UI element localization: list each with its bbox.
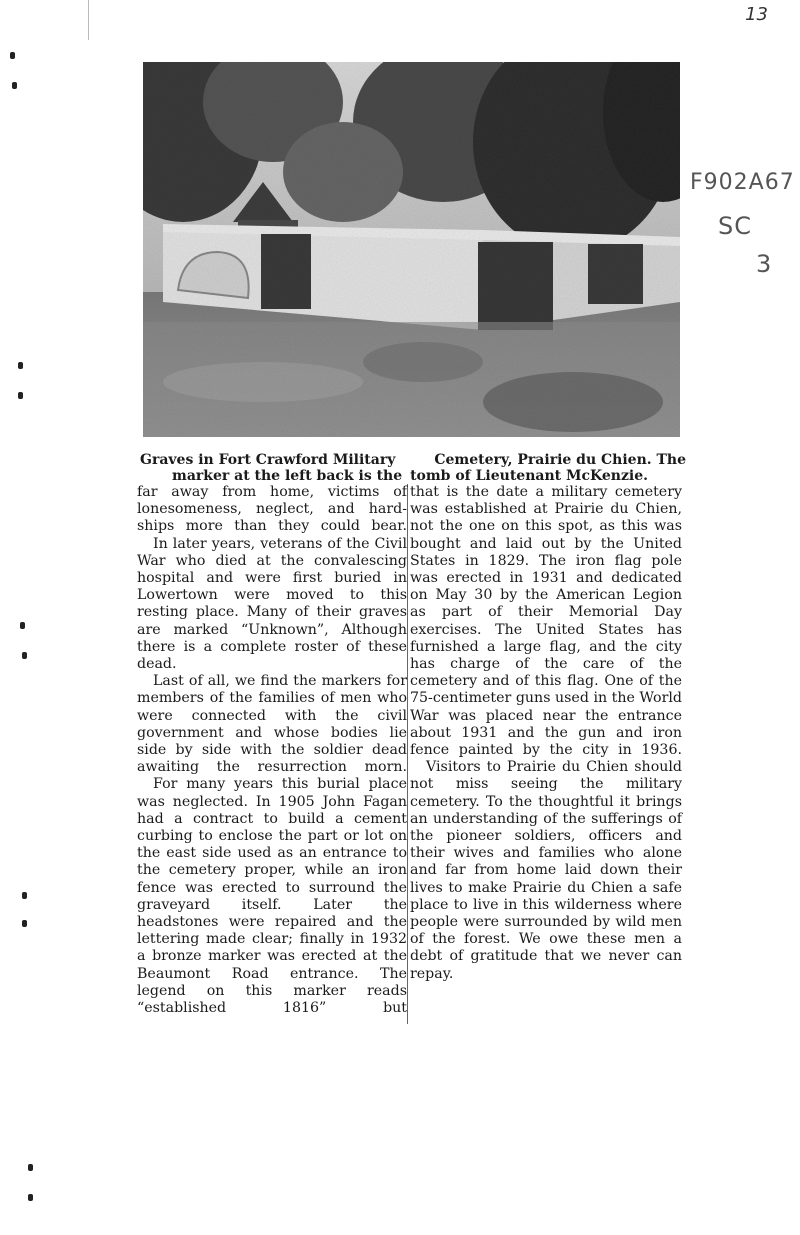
binder-mark <box>18 362 23 369</box>
caption-line-2-right: tomb of Lieutenant McKenzie. <box>410 468 648 484</box>
binder-mark <box>18 392 23 399</box>
left-paragraph-1: far away from home, victims of lonesomeness, neglect, and hard-ships more than they could bear. <box>137 484 407 535</box>
right-paragraph-1: that is the date a military cemetery was established at Prairie du Chien, not the one on this spot, as this was bought and laid out by the United States in 1829. The iron flag pole was erected in 1931 and dedicated on May 30 by the American Legion as part of their Memorial Day exercises. The United States has furnished a large flag, and the city has charge of the care of the cemetery and of this flag. One of the 75-centimeter guns used in the World War was placed near the entrance about 1931 and the gun and iron fence painted by the city in 1936. <box>410 484 682 759</box>
handwritten-note-1: F902A67 <box>690 170 795 195</box>
right-paragraph-2: Visitors to Prairie du Chien should not miss seeing the military cemetery. To the thoughtful it brings an understanding of the sufferings of the pioneer soldiers, officers and their wives and families who alone and far from home laid down their lives to make Prairie du Chien a safe place to live in this wilderness where people were surrounded by wild men of the forest. We owe these men a debt of gratitude that we never can repay. <box>410 759 682 982</box>
right-column <box>410 484 682 983</box>
photo-caption <box>140 452 686 484</box>
cemetery-photo <box>143 62 680 437</box>
caption-line-1-left: Graves in Fort Crawford Military <box>140 452 396 468</box>
binder-mark <box>28 1164 33 1171</box>
binder-mark <box>12 82 17 89</box>
handwritten-note-2: SC <box>718 212 752 240</box>
left-paragraph-3: Last of all, we find the markers for members of the families of men who were connected with the civil government and whose bodies lie side by side with the soldier dead awaiting the resurrection morn. <box>137 673 407 776</box>
binder-mark <box>22 920 27 927</box>
caption-line-2-left: marker at the left back is the <box>172 468 403 484</box>
binder-mark <box>22 652 27 659</box>
left-paragraph-2: In later years, veterans of the Civil War who died at the convalescing hospital and were first buried in Lowertown were moved to this resting place. Many of their graves are marked “Unknown”, Although there is a complete roster of these dead. <box>137 535 407 673</box>
column-divider <box>407 484 408 1024</box>
binder-mark <box>20 622 25 629</box>
caption-line-1-right: Cemetery, Prairie du Chien. The <box>434 452 686 468</box>
binder-mark <box>28 1194 33 1201</box>
cemetery-photo-icon <box>143 62 680 437</box>
left-column <box>137 484 407 1017</box>
binder-mark <box>22 892 27 899</box>
page-number: 13 <box>745 4 768 25</box>
left-paragraph-4: For many years this burial place was neglected. In 1905 John Fagan had a contract to build a cement curbing to enclose the part or lot on the east side used as an entrance to the cemetery proper, while an iron fence was erected to surround the graveyard itself. Later the headstones were repaired and the lettering made clear; finally in 1932 a bronze marker was erected at the Beaumont Road entrance. The legend on this marker reads “established 1816” but <box>137 776 407 1017</box>
margin-line <box>88 0 89 40</box>
handwritten-note-3: 3 <box>756 250 773 278</box>
binder-mark <box>10 52 15 59</box>
